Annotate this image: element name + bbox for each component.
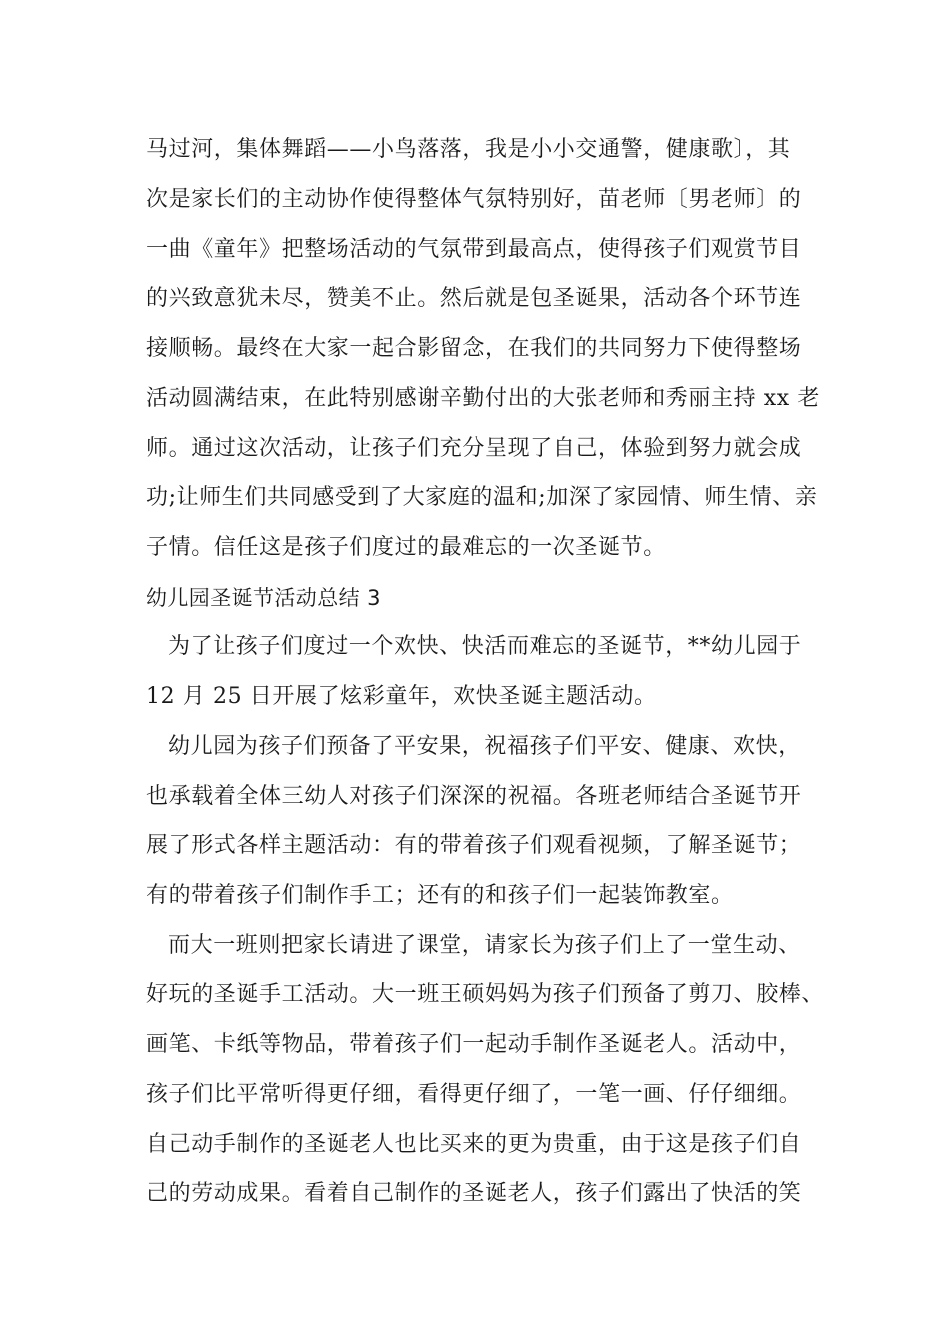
section-heading: 幼儿园圣诞节活动总结 3 xyxy=(146,586,381,610)
text-line-8: 功;让师生们共同感受到了大家庭的温和;加深了家园情、师生情、亲 xyxy=(146,485,818,510)
text-line-6: 活动圆满结束，在此特别感谢辛勤付出的大张老师和秀丽主持 xx 老 xyxy=(146,386,821,411)
text-line-3: 一曲《童年》把整场活动的气氛带到最高点，使得孩子们观赏节目 xyxy=(146,237,802,262)
text-line-2: 次是家长们的主动协作使得整体气氛特别好，苗老师〔男老师〕的 xyxy=(146,187,802,212)
text-line-14: 也承载着全体三幼人对孩子们深深的祝福。各班老师结合圣诞节开 xyxy=(146,784,802,809)
text-line-9: 子情。信任这是孩子们度过的最难忘的一次圣诞节。 xyxy=(146,535,666,560)
text-line-22: 己的劳动成果。看着自己制作的圣诞老人，孩子们露出了快活的笑 xyxy=(146,1181,802,1206)
paragraph-start-1: 为了让孩子们度过一个欢快、快活而难忘的圣诞节，**幼儿园于 xyxy=(168,634,802,659)
text-line-1: 马过河，集体舞蹈——小鸟落落，我是小小交通警，健康歌〕，其 xyxy=(146,137,791,162)
paragraph-start-3: 而大一班则把家长请进了课堂，请家长为孩子们上了一堂生动、 xyxy=(168,933,801,958)
text-line-21: 自己动手制作的圣诞老人也比买来的更为贵重，由于这是孩子们自 xyxy=(146,1132,802,1157)
text-line-18: 好玩的圣诞手工活动。大一班王硕妈妈为孩子们预备了剪刀、胶棒、 xyxy=(146,982,825,1007)
text-line-15: 展了形式各样主题活动：有的带着孩子们观看视频，了解圣诞节； xyxy=(146,833,802,858)
text-line-4: 的兴致意犹未尽，赞美不止。然后就是包圣诞果，活动各个环节连 xyxy=(146,286,802,311)
text-line-7: 师。通过这次活动，让孩子们充分呈现了自己，体验到努力就会成 xyxy=(146,436,802,461)
text-line-20: 孩子们比平常听得更仔细，看得更仔细了，一笔一画、仔仔细细。 xyxy=(146,1082,802,1107)
text-line-19: 画笔、卡纸等物品，带着孩子们一起动手制作圣诞老人。活动中， xyxy=(146,1032,802,1057)
text-line-12: 12 月 25 日开展了炫彩童年，欢快圣诞主题活动。 xyxy=(146,684,657,709)
text-line-16: 有的带着孩子们制作手工；还有的和孩子们一起装饰教室。 xyxy=(146,883,734,908)
text-line-5: 接顺畅。最终在大家一起合影留念，在我们的共同努力下使得整场 xyxy=(146,336,802,361)
paragraph-start-2: 幼儿园为孩子们预备了平安果，祝福孩子们平安、健康、欢快， xyxy=(168,734,801,759)
